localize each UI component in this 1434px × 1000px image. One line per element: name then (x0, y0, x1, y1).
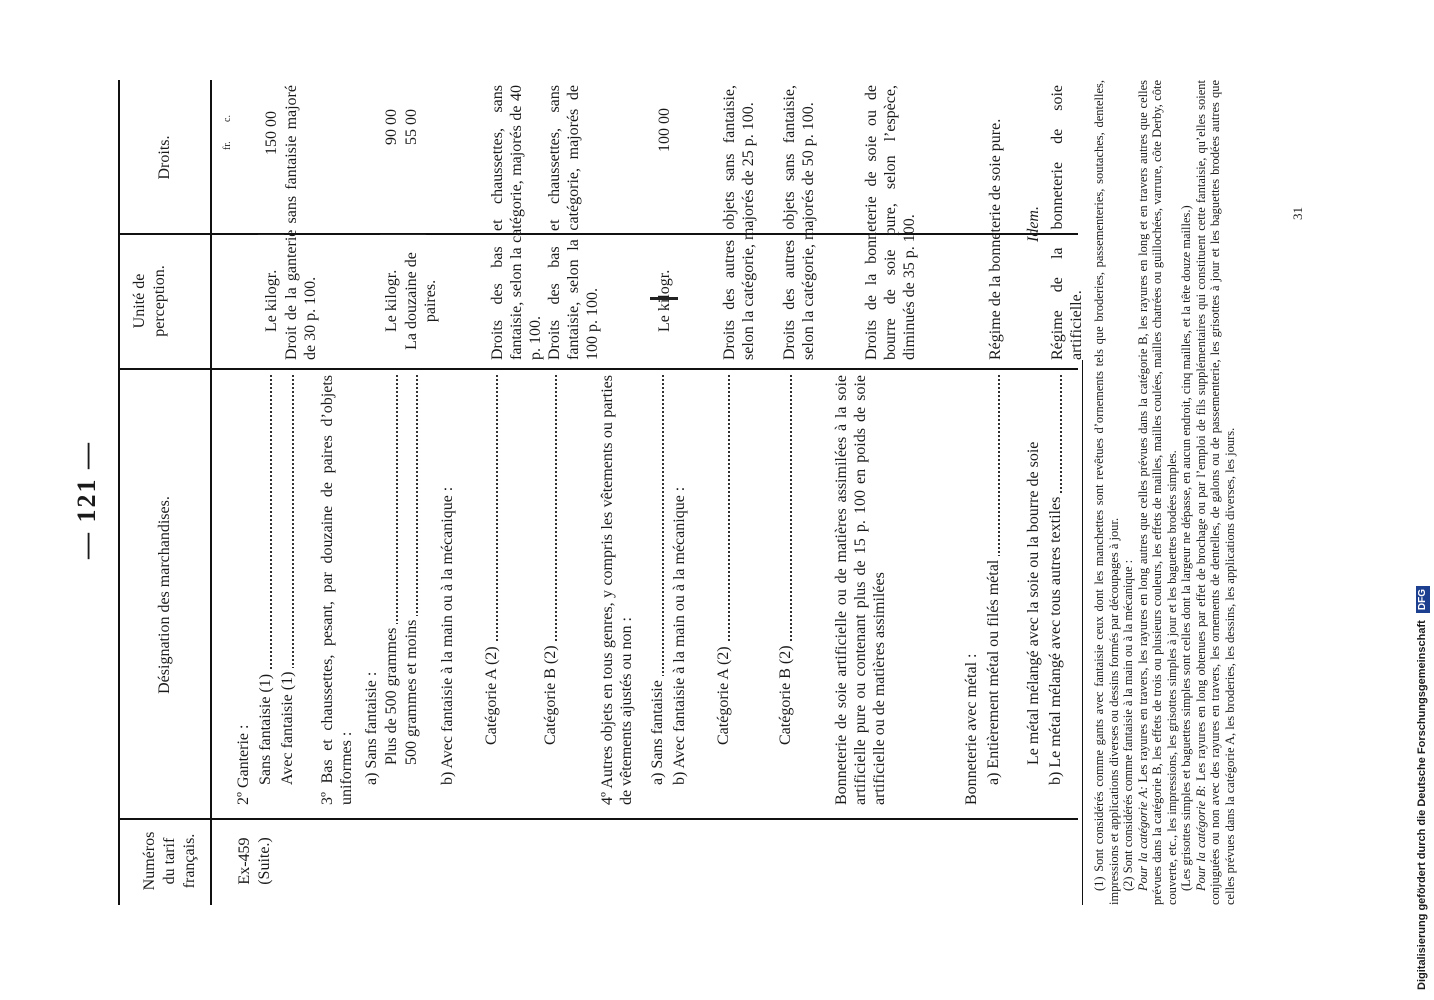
plus-500-row (382, 375, 402, 765)
footnote-2a (1136, 80, 1180, 905)
a-sans-2-row (648, 375, 668, 785)
droit-100: 100 00 (656, 108, 673, 152)
bonneterie-soie-droit: Droits de la bonneterie de soie ou de bourre de soie pure, selon l’espèce, diminués de 35 p. 100. (863, 85, 918, 360)
footnote-2b-note: (Les grisottes simples et baguettes simples sont celles dont la largeur ne dépasse, en aucun endroit, cinq mailles, et la tête douze mailles.) (1179, 205, 1193, 891)
digitization-credit (1412, 10, 1432, 990)
cat-a-1-row (482, 375, 502, 745)
footnote-2a-text: Les rayures en travers, les rayures en long autres que celles prévues dans la catégorie B, les rayures en long et en travers autres que celles prévues dans la catégorie B, les effets de trois ou plusieurs couleurs, les effets de mailles, mailles coulées, mailles chatrées ou guillochées, varrure, côte Derby, côte couverte, etc., les impressions, les grisottes simples à jour et les baguettes brodées simples. (1135, 80, 1179, 905)
a-sans-fantaisie: a) Sans fantaisie : (363, 671, 380, 785)
footnotes (1092, 80, 1237, 905)
moins-500-label: 500 grammes et moins (403, 616, 420, 765)
moins-500-row (402, 375, 422, 765)
b-avec-2: b) Avec fantaisie à la main ou à la mécanique : (671, 486, 688, 785)
cat-a-2-row (714, 375, 734, 745)
tariff-number-value: Ex-459 (236, 837, 253, 885)
cat-b-1-row (541, 375, 561, 745)
footnote-2a-label: Pour la catégorie A: (1135, 786, 1150, 891)
avec-fantaisie-row (278, 375, 298, 785)
credit-text: Digitalisierung gefördert durch die Deutsche Forschungsgemeinschaft (1416, 620, 1428, 990)
col-divider-2 (118, 368, 1078, 370)
dfg-logo: DFG (1416, 586, 1430, 613)
droit-ganterie: Droit de la ganterie sans fantaisie majoré de 30 p. 100. (283, 85, 319, 360)
cat-a-1-droit: Droits des bas et chaussettes, sans fantaisie, selon la catégorie, majorés de 40 p. 100. (489, 85, 544, 360)
b-avec-fantaisie: b) Avec fantaisie à la main ou à la mécanique : (439, 486, 456, 785)
regime-1: Régime de la bonneterie de soie pure. (987, 118, 1004, 360)
bonneterie-metal-heading: Bonneterie avec métal : (963, 653, 980, 805)
header-unite: Unité de perception. (131, 265, 168, 337)
unit-douzaine: La douzaine de paires. (403, 252, 439, 350)
bonneterie-soie: Bonneterie de soie artificielle ou de matières assimilées à la soie artificielle pure ou contenant plus de 15 p. 100 en poids de soie artificielle ou de matières assimilées (833, 375, 888, 805)
tariff-number (235, 822, 275, 900)
footnote-2: (2) Sont considérés comme fantaisie à la main ou à la mécanique : (1121, 559, 1135, 891)
idem: Idem. (1025, 206, 1042, 242)
header-designation: Désignation des marchandises. (156, 496, 173, 694)
unit-kilogr-1: Le kilogr. (263, 269, 280, 332)
col-divider-1 (118, 818, 1078, 820)
tariff-suite: (Suite.) (256, 837, 273, 885)
mark-2 (380, 234, 426, 235)
a-metal-label: a) Entièrement métal ou filés métal (985, 556, 1002, 785)
footer-page-number: 31 (1290, 207, 1305, 220)
ganterie-heading: 2º Ganterie : (235, 724, 252, 805)
unit-kilogr-3: Le kilogr. (656, 269, 673, 332)
cat-a-2-label: Catégorie A (2) (715, 642, 732, 745)
currency-fr: fr. (222, 141, 233, 150)
b-metal-label: b) Le métal mélangé avec tous autres textiles (1047, 493, 1064, 785)
footnote-2c (1194, 80, 1238, 905)
a-metal-row (984, 375, 1004, 785)
footnote-2c-label: Pour la catégorie B: (1193, 784, 1208, 891)
page-number: — 121 — (72, 441, 101, 559)
mark-3 (650, 297, 678, 300)
mark-1 (258, 234, 284, 235)
bas-chaussettes-heading: 3º Bas et chaussettes, pesant, par douzaine de paires d’objets uniformes : (319, 375, 355, 805)
cat-b-2-row (776, 375, 796, 745)
a-sans-2-label: a) Sans fantaisie (649, 676, 666, 785)
unit-kilogr-2: Le kilogr. (383, 269, 400, 332)
cat-b-2-label: Catégorie B (2) (777, 641, 794, 745)
footnote-2c-text: Les rayures en long obtenues par effet de brochage ou par l’emploi de fils supplémentaires qui constituent cette fantaisie, qu’elles soient conjuguées ou non avec des rayures en travers, les ornements de dentelles, de galons ou de passementerie, les grisottes à jour et les baguettes brodées autres que celles prévues dans la catégorie A, les broderies, les dessins, les applications diverses, les jours. (1193, 80, 1237, 905)
cat-b-2-droit: Droits des autres objets sans fantaisie, selon la catégorie, majorés de 50 p. 100. (781, 85, 817, 360)
footnote-1: (1) Sont considérés comme gants avec fantaisie ceux dont les manchettes sont revêtues d’ornements tels que broderies, passementeries, soutaches, dentelles, impressions et applications diverses ou dessins formés par découpages à jour. (1092, 80, 1121, 905)
metal-soie: Le métal mélangé avec la soie ou la bourre de soie (1025, 441, 1042, 765)
table-header-rule (210, 80, 212, 905)
currency-c: c. (222, 115, 233, 122)
table-top-rule (118, 80, 120, 905)
avec-fantaisie-label: Avec fantaisie (1) (279, 668, 296, 785)
header-numeros: Numéros du tarif français. (141, 831, 198, 891)
autres-objets-heading: 4º Autres objets en tous genres, y compris les vêtements ou parties de vêtements ajustés ou non : (599, 375, 635, 805)
cat-b-1-label: Catégorie B (2) (542, 641, 559, 745)
sans-fantaisie-label: Sans fantaisie (1) (257, 670, 274, 785)
header-droits: Droits. (156, 135, 173, 180)
droit-150: 150 00 (263, 111, 280, 155)
plus-500-label: Plus de 500 grammes (383, 624, 400, 765)
table-bottom-rule (1082, 360, 1083, 905)
droit-90: 90 00 (383, 109, 400, 145)
sans-fantaisie-row (256, 375, 276, 785)
cat-a-2-droit: Droits des autres objets sans fantaisie, selon la catégorie, majorés de 25 p. 100. (721, 85, 757, 360)
b-metal-row (1046, 375, 1066, 785)
cat-b-1-droit: Droits des bas et chaussettes, sans fantaisie, selon la catégorie, majorés de 100 p. 100. (546, 85, 601, 360)
cat-a-1-label: Catégorie A (2) (483, 642, 500, 745)
regime-2: Régime de la bonneterie de soie artificielle. (1049, 85, 1085, 360)
droit-55: 55 00 (403, 109, 420, 145)
